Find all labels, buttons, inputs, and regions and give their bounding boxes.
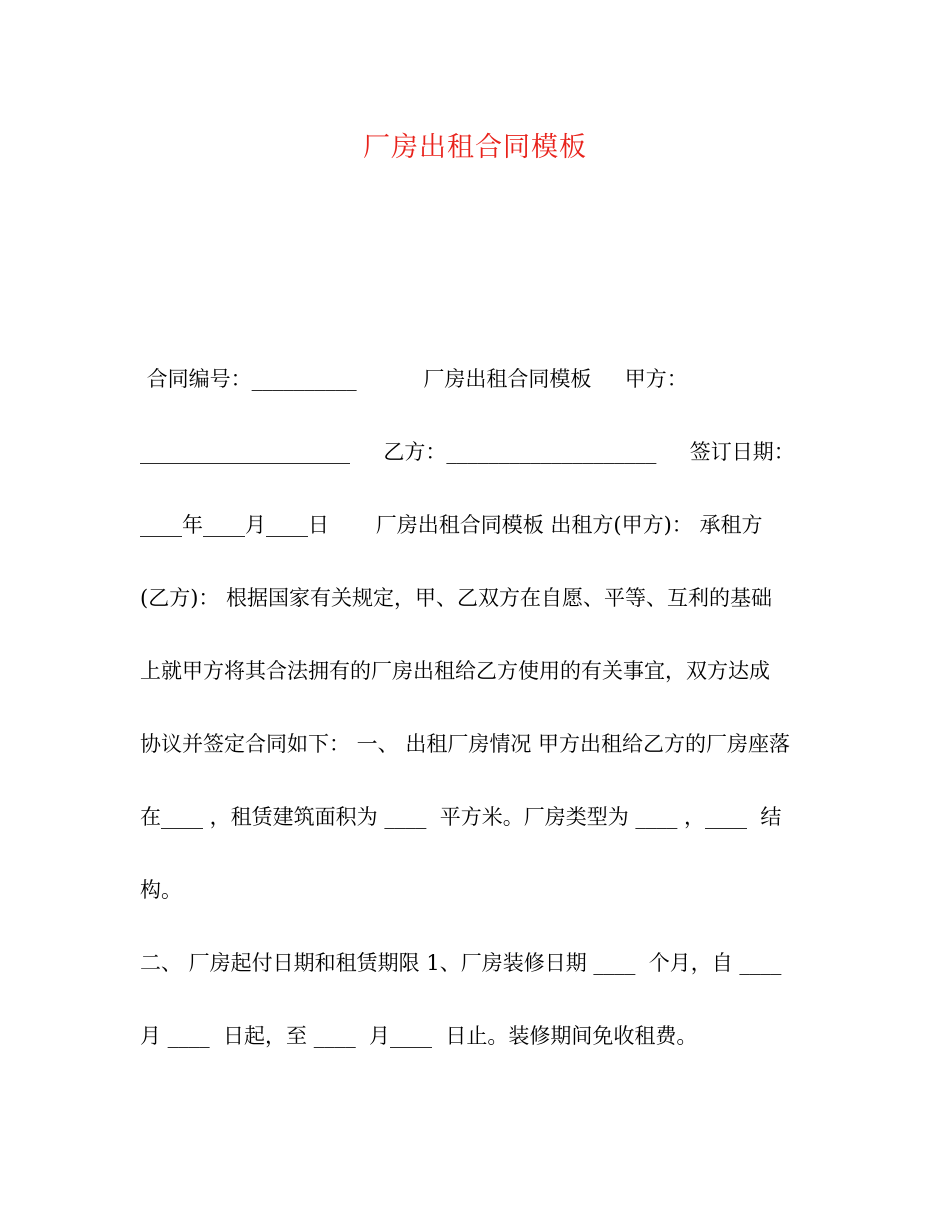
paragraph-line-6: 协议并签定合同如下： 一、 出租厂房情况 甲方出租给乙方的厂房座落	[140, 732, 791, 756]
paragraph-line-4: (乙方)： 根据国家有关规定，甲、乙双方在自愿、平等、互利的基础	[140, 586, 773, 610]
paragraph-line-5: 上就甲方将其合法拥有的厂房出租给乙方使用的有关事宜，双方达成	[140, 659, 770, 683]
paragraph-line-7: 在____ ，租赁建筑面积为 ____ 平方米。厂房类型为 ____ ，____ 结	[140, 805, 782, 829]
paragraph-line-1: 合同编号：__________ 厂房出租合同模板 甲方：	[140, 367, 688, 391]
paragraph-line-10: 月 ____ 日起，至 ____ 月____ 日止。装修期间免收租费。	[140, 1024, 698, 1048]
paragraph-line-3: ____年____月____日 厂房出租合同模板 出租方(甲方)： 承租方	[140, 513, 763, 537]
paragraph-line-9: 二、 厂房起付日期和租赁期限 1、厂房装修日期 ____ 个月，自 ____	[140, 951, 782, 975]
paragraph-line-2: ____________________ 乙方：____________________ 签订日期：	[140, 440, 795, 464]
document-title: 厂房出租合同模板	[363, 132, 587, 163]
paragraph-line-8: 构。	[140, 878, 182, 902]
